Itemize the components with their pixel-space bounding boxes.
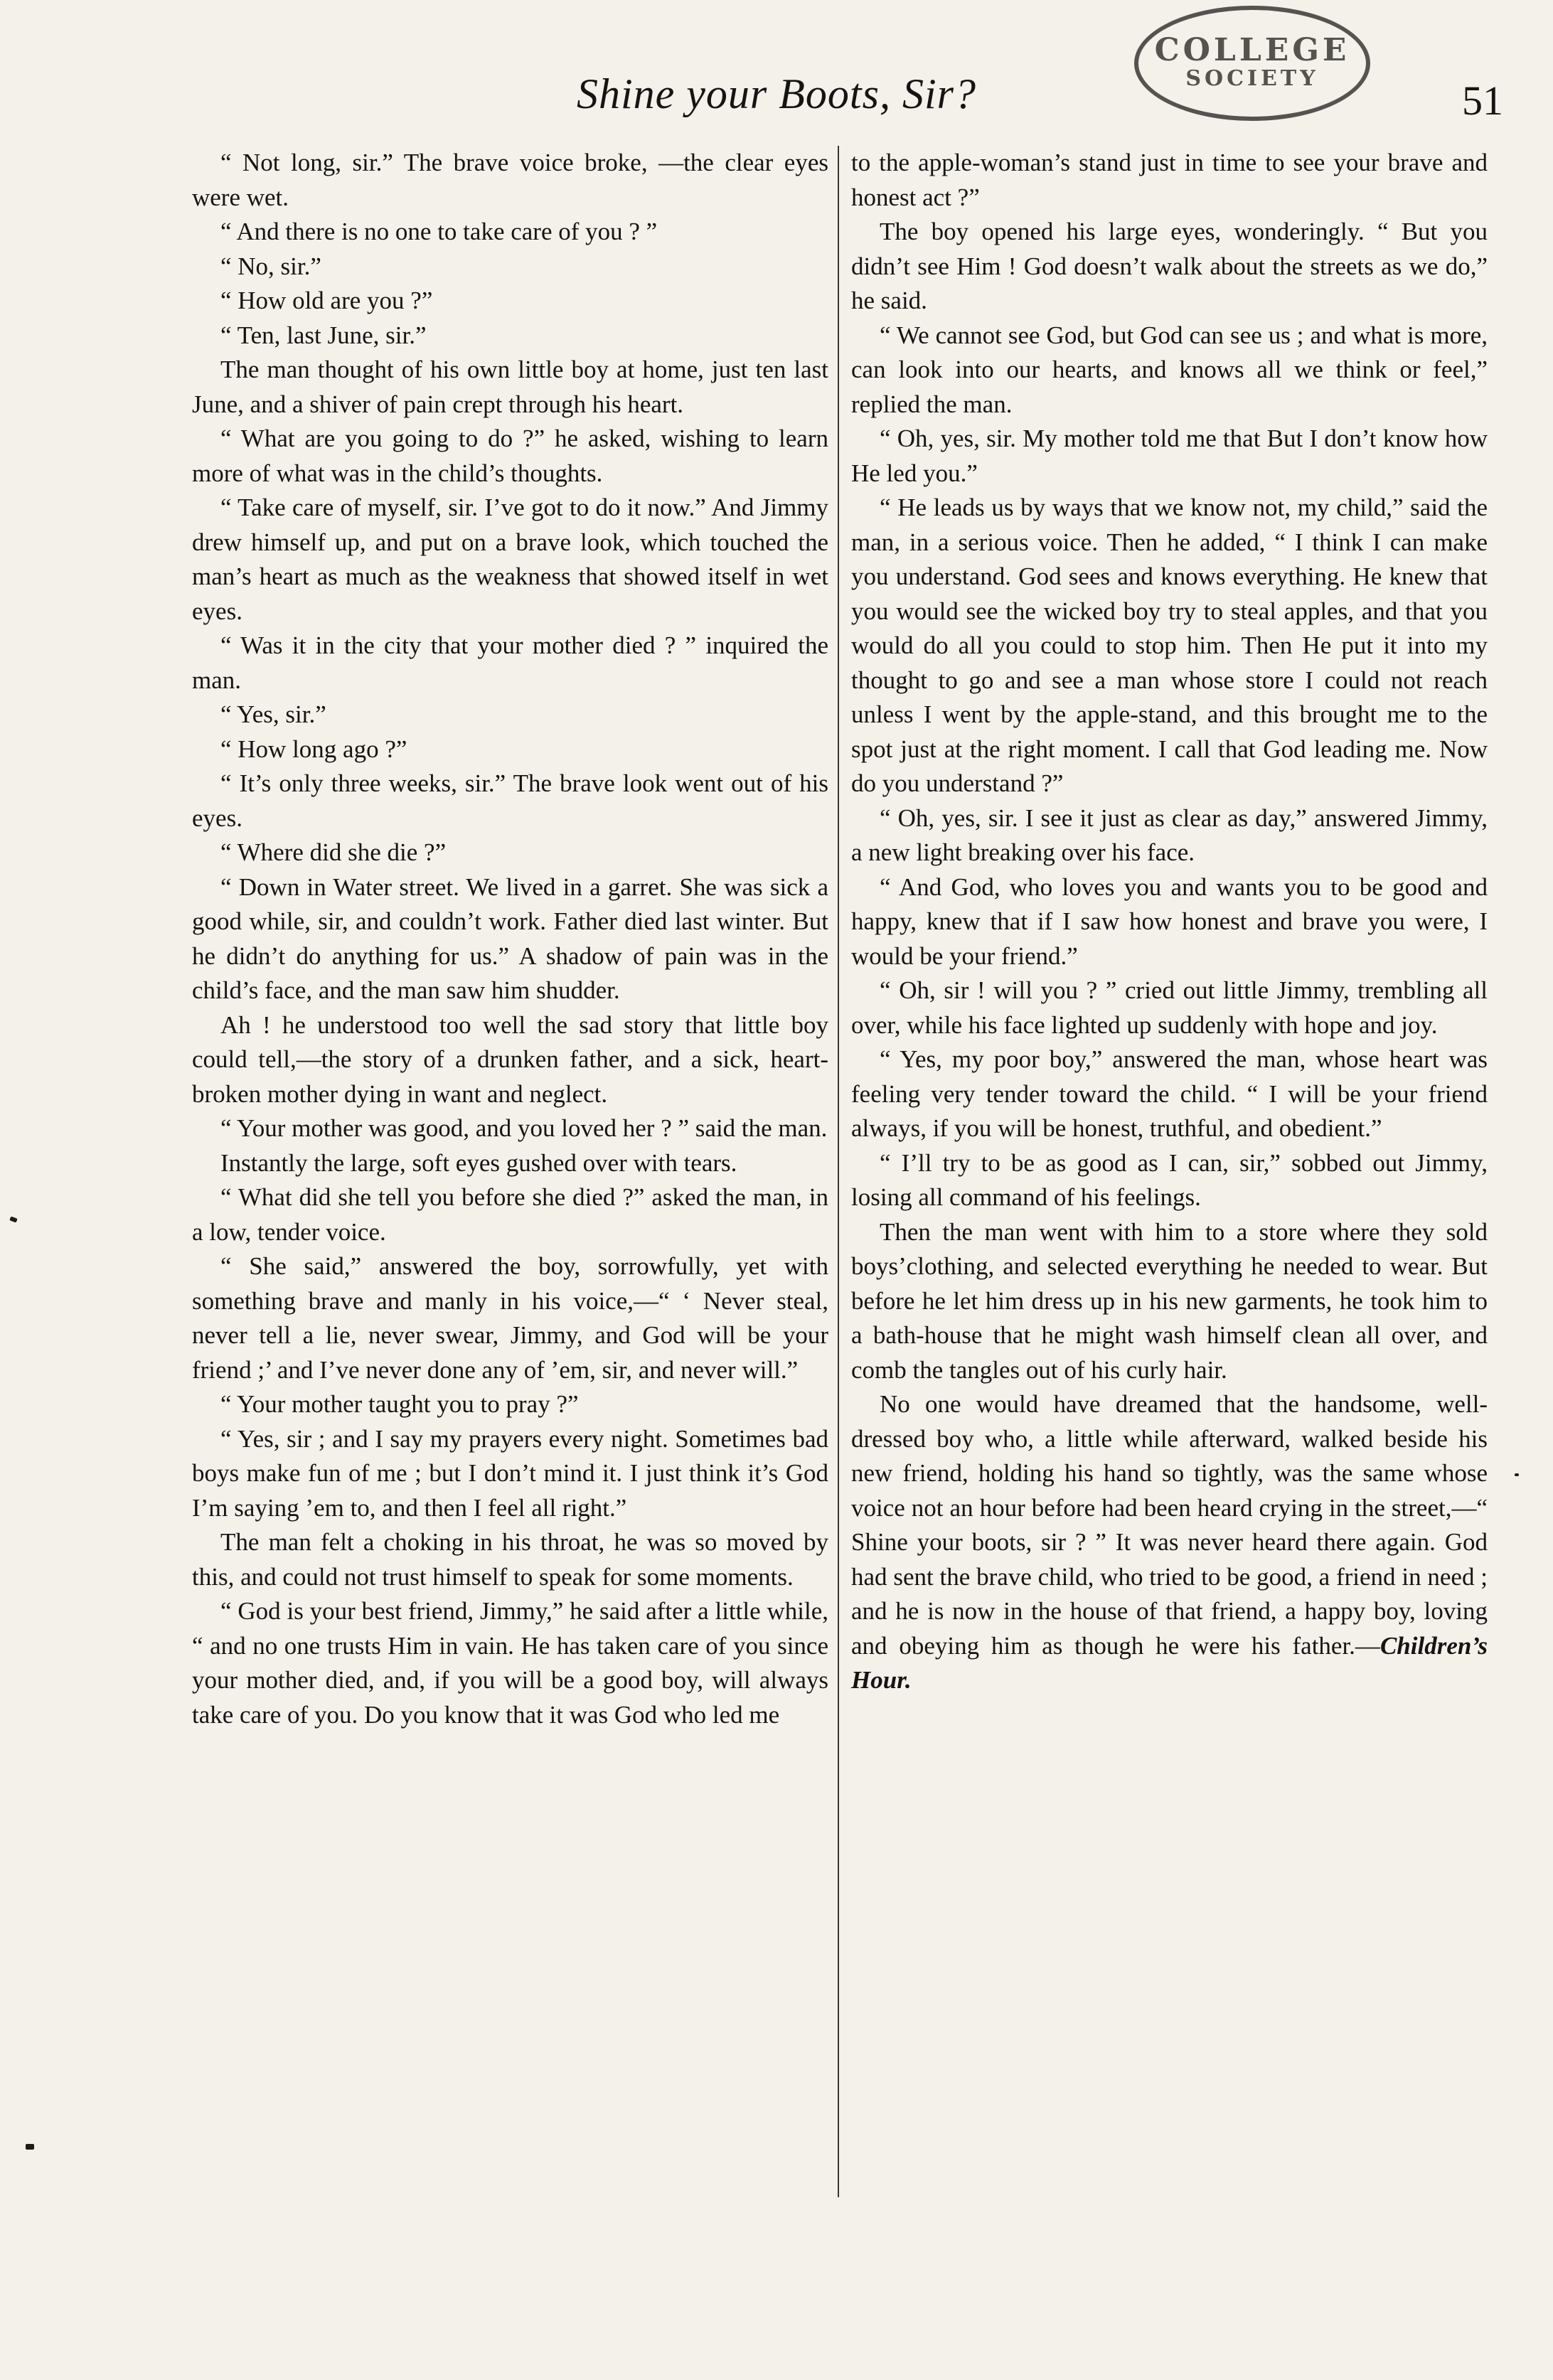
paragraph: The boy opened his large eyes, wonderingly. “ But you didn’t see Him ! God doesn’t walk about the streets as we do,” he said. bbox=[851, 218, 1488, 314]
paragraph: “ God is your best friend, Jimmy,” he said after a little while, “ and no one trusts Him in vain. He has taken care of you since your mother died, and, if you will be a good boy, will always take care of you. Do you know that it was God who led me bbox=[192, 1597, 828, 1729]
stamp-line-1: COLLEGE bbox=[1154, 32, 1350, 68]
paragraph: “ Your mother was good, and you loved her ? ” said the man. bbox=[220, 1114, 828, 1142]
final-paragraph-text: No one would have dreamed that the handsome, well-dressed boy who, a little while afterward, walked beside his new friend, holding his hand so tightly, was the same whose voice not an hour before had been heard crying in the street,—“ Shine your boots, sir ? ” It was never heard there again. God had sent the brave child, who tried to be good, a friend in need ; and he is now in the house of that friend, a happy boy, loving and obeying him as though he were his father.— bbox=[851, 1390, 1488, 1660]
paragraph: “ Yes, sir ; and I say my prayers every night. Sometimes bad boys make fun of me ; but I don’t mind it. I just think it’s God I’m saying ’em to, and then I feel all right.” bbox=[192, 1424, 828, 1522]
paragraph: “ Oh, yes, sir. I see it just as clear as day,” answered Jimmy, a new light breaking over his face. bbox=[851, 804, 1488, 866]
paragraph: “ Your mother taught you to pray ?” bbox=[220, 1390, 579, 1418]
paragraph: “ We cannot see God, but God can see us ; and what is more, can look into our hearts, and knows all we think or feel,” replied the man. bbox=[851, 321, 1488, 418]
paragraph: “ Yes, my poor boy,” answered the man, whose heart was feeling very tender toward the child. “ I will be your friend always, if you will be honest, truthful, and obedient.” bbox=[851, 1045, 1488, 1142]
stamp-line-2: SOCIETY bbox=[1185, 66, 1319, 91]
paragraph: “ And there is no one to take care of you ? ” bbox=[220, 218, 658, 245]
paragraph: “ Oh, yes, sir. My mother told me that But I don’t know how He led you.” bbox=[851, 425, 1488, 487]
running-title: Shine your Boots, Sir? bbox=[577, 70, 976, 117]
paragraph: “ Down in Water street. We lived in a garret. She was sick a good while, sir, and couldn’t work. Father died last winter. But he didn’t do anything for us.” A shadow of pain was in the child’s face, and the man saw him shudder. bbox=[192, 873, 828, 1004]
paragraph: “ I’ll try to be as good as I can, sir,” sobbed out Jimmy, losing all command of his feelings. bbox=[851, 1148, 1488, 1211]
paragraph: Ah ! he understood too well the sad story that little boy could tell,—the story of a drunken father, and a sick, heart-broken mother dying in want and neglect. bbox=[192, 1010, 828, 1108]
paragraph: “ Take care of myself, sir. I’ve got to do it now.” And Jimmy drew himself up, and put on a brave look, which touched the man’s heart as much as the weakness that showed itself in wet eyes. bbox=[192, 493, 828, 625]
paragraph: “ What did she tell you before she died ?” asked the man, in a low, tender voice. bbox=[192, 1183, 828, 1246]
final-paragraph bbox=[851, 1387, 1488, 1698]
margin-mark bbox=[26, 2144, 34, 2150]
paragraph: “ Not long, sir.” The brave voice broke, —the clear eyes were wet. bbox=[192, 149, 828, 211]
paragraph: “ What are you going to do ?” he asked, wishing to learn more of what was in the child’s thoughts. bbox=[192, 425, 828, 487]
paragraph: “ Was it in the city that your mother died ? ” inquired the man. bbox=[192, 631, 828, 694]
paragraph: “ He leads us by ways that we know not, my child,” said the man, in a serious voice. Then he added, “ I think I can make you understand. God sees and knows everything. He knew that you would see the wicked boy try to steal apples, and that you would do all you could to stop him. Then He put it into my thought to go and see a man whose store I could not reach unless I went by the apple-stand, and this brought me to the spot just at the right moment. I call that God leading me. Now do you understand ?” bbox=[851, 493, 1488, 797]
paragraph: “ How long ago ?” bbox=[220, 735, 407, 763]
paragraph: “ And God, who loves you and wants you to be good and happy, knew that if I saw how honest and brave you were, I would be your friend.” bbox=[851, 873, 1488, 970]
right-column bbox=[851, 146, 1488, 1698]
margin-mark bbox=[1515, 1473, 1519, 1476]
column-divider bbox=[838, 146, 839, 2197]
paragraph: “ Ten, last June, sir.” bbox=[220, 321, 427, 349]
paragraph: Then the man went with him to a store where they sold boys’clothing, and selected everything he needed to wear. But before he let him dress up in his new garments, he took him to a bath-house that he might wash himself clean all over, and comb the tangles out of his curly hair. bbox=[851, 1217, 1488, 1384]
paragraph: “ It’s only three weeks, sir.” The brave look went out of his eyes. bbox=[192, 769, 828, 832]
right-column-paragraphs bbox=[851, 215, 1488, 1387]
paragraph: Instantly the large, soft eyes gushed over with tears. bbox=[220, 1148, 737, 1177]
right-column-continuation: to the apple-woman’s stand just in time to see your brave and honest act ?” bbox=[851, 149, 1488, 211]
paragraph: The man thought of his own little boy at home, just ten last June, and a shiver of pain crept through his heart. bbox=[192, 356, 828, 418]
paragraph: The man felt a choking in his throat, he was so moved by this, and could not trust himself to speak for some moments. bbox=[192, 1528, 828, 1591]
paragraph: “ She said,” answered the boy, sorrowfully, yet with something brave and manly in his voice,—“ ‘ Never steal, never tell a lie, never swear, Jimmy, and God will be your friend ;’ and I’ve never done any of ’em, sir, and never will.” bbox=[192, 1252, 828, 1384]
page-number: 51 bbox=[1462, 78, 1503, 124]
paragraph: “ How old are you ?” bbox=[220, 287, 433, 314]
left-column bbox=[192, 146, 828, 1732]
paragraph: “ Yes, sir.” bbox=[220, 700, 326, 728]
paragraph: “ Where did she die ?” bbox=[220, 838, 447, 866]
margin-mark bbox=[9, 1216, 17, 1222]
library-stamp bbox=[1134, 6, 1370, 121]
paragraph: “ No, sir.” bbox=[220, 252, 321, 280]
attribution: Children’s Hour. bbox=[851, 1631, 1488, 1694]
paragraph: “ Oh, sir ! will you ? ” cried out little Jimmy, trembling all over, while his face lighted up suddenly with hope and joy. bbox=[851, 976, 1488, 1039]
